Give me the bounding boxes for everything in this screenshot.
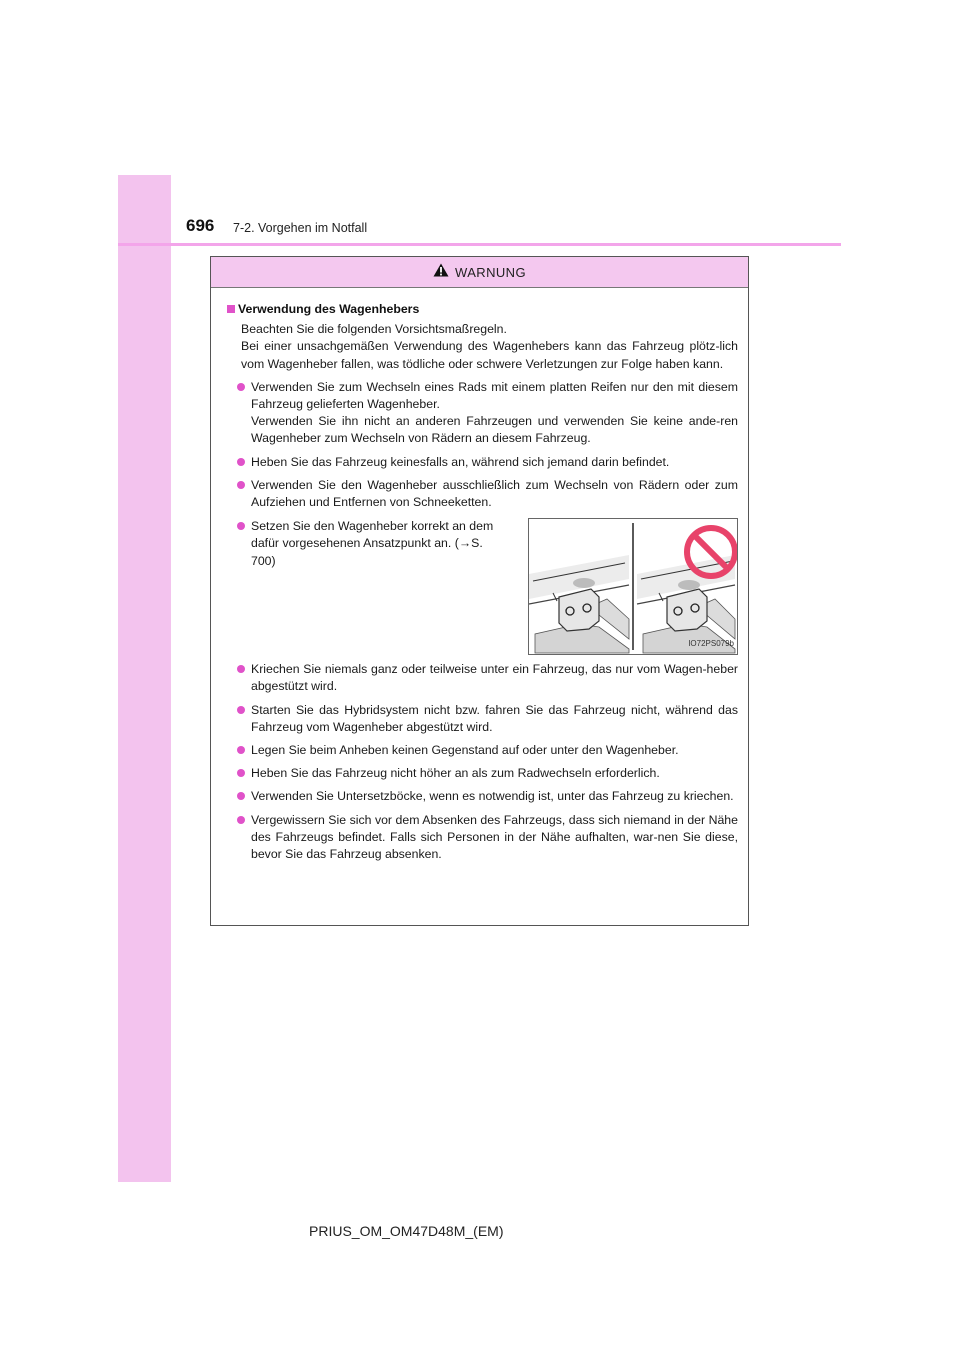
section-title: 7-2. Vorgehen im Notfall xyxy=(233,221,368,235)
bullet-item xyxy=(237,788,738,805)
round-bullet-icon xyxy=(237,792,245,800)
round-bullet-icon xyxy=(237,816,245,824)
subheading-text: Verwendung des Wagenhebers xyxy=(238,302,420,316)
round-bullet-icon xyxy=(237,769,245,777)
bullet-text: Verwenden Sie Untersetzböcke, wenn es notwendig ist, unter das Fahrzeug zu kriechen. xyxy=(251,789,734,804)
warning-triangle-icon xyxy=(433,263,449,282)
header-rule xyxy=(118,243,841,246)
warning-title: WARNUNG xyxy=(455,264,526,280)
figure-code: IO72PS079b xyxy=(688,639,734,649)
figure-row xyxy=(237,518,738,655)
intro-line: Bei einer unsachgemäßen Verwendung des Wagenhebers kann das Fahrzeug plötz-lich vom Wagenheber fallen, was tödliche oder schwere Verletzungen zur Folge haben kann. xyxy=(241,339,738,371)
bullet-text: Heben Sie das Fahrzeug nicht höher an als zum Radwechseln erforderlich. xyxy=(251,766,660,781)
square-bullet-icon xyxy=(227,305,235,313)
round-bullet-icon xyxy=(237,481,245,489)
bullet-text: Legen Sie beim Anheben keinen Gegenstand auf oder unter den Wagenheber. xyxy=(251,743,679,758)
bullet-text: Setzen Sie den Wagenheber korrekt an dem dafür vorgesehenen Ansatzpunkt an. (→S. 700) xyxy=(251,519,494,568)
jack-point-illustration xyxy=(528,518,738,655)
bullet-text: Verwenden Sie zum Wechseln eines Rads mit einem platten Reifen nur den mit diesem Fahrzeug gelieferten Wagenheber. xyxy=(251,379,738,412)
intro-line: Beachten Sie die folgenden Vorsichtsmaßregeln. xyxy=(241,322,507,337)
bullet-text: Heben Sie das Fahrzeug keinesfalls an, während sich jemand darin befindet. xyxy=(251,454,670,469)
round-bullet-icon xyxy=(237,458,245,466)
bullet-item xyxy=(237,702,738,736)
round-bullet-icon xyxy=(237,383,245,391)
bullet-item xyxy=(237,379,738,448)
bullet-item xyxy=(237,742,738,759)
bullet-text: Vergewissern Sie sich vor dem Absenken des Fahrzeugs, dass sich niemand in der Nähe des Fahrzeugs befindet. Falls sich Personen in der Nähe aufhalten, war-nen Sie diese, bevor Sie das Fahrzeug absenken. xyxy=(251,812,738,862)
warning-body xyxy=(211,288,748,863)
warning-header xyxy=(211,257,748,288)
round-bullet-icon xyxy=(237,522,245,530)
round-bullet-icon xyxy=(237,665,245,673)
intro-text xyxy=(241,321,738,373)
subheading xyxy=(227,301,738,318)
bullet-item xyxy=(237,812,738,864)
side-margin-strip xyxy=(118,175,171,1182)
bullet-item xyxy=(237,518,499,570)
round-bullet-icon xyxy=(237,706,245,714)
bullet-item xyxy=(237,661,738,695)
warning-box xyxy=(210,256,749,926)
bullet-text: Starten Sie das Hybridsystem nicht bzw. fahren Sie das Fahrzeug nicht, während das Fahrzeug vom Wagenheber abgestützt wird. xyxy=(251,702,738,734)
bullet-item xyxy=(237,477,738,511)
round-bullet-icon xyxy=(237,746,245,754)
bullet-item xyxy=(237,454,738,471)
bullet-item xyxy=(237,765,738,782)
bullet-text: Verwenden Sie den Wagenheber ausschließlich zum Wechseln von Rädern oder zum Aufziehen und Entfernen von Schneeketten. xyxy=(251,477,738,510)
bullet-text: Kriechen Sie niemals ganz oder teilweise unter ein Fahrzeug, das nur vom Wagen-heber abgestützt wird. xyxy=(251,662,738,694)
page-number: 696 xyxy=(186,216,215,235)
footer-document-code: PRIUS_OM_OM47D48M_(EM) xyxy=(309,1223,504,1239)
bullet-text: Verwenden Sie ihn nicht an anderen Fahrzeugen und verwenden Sie keine ande-ren Wagenheber zum Wechseln von Rädern an diesem Fahrzeug. xyxy=(251,414,738,446)
